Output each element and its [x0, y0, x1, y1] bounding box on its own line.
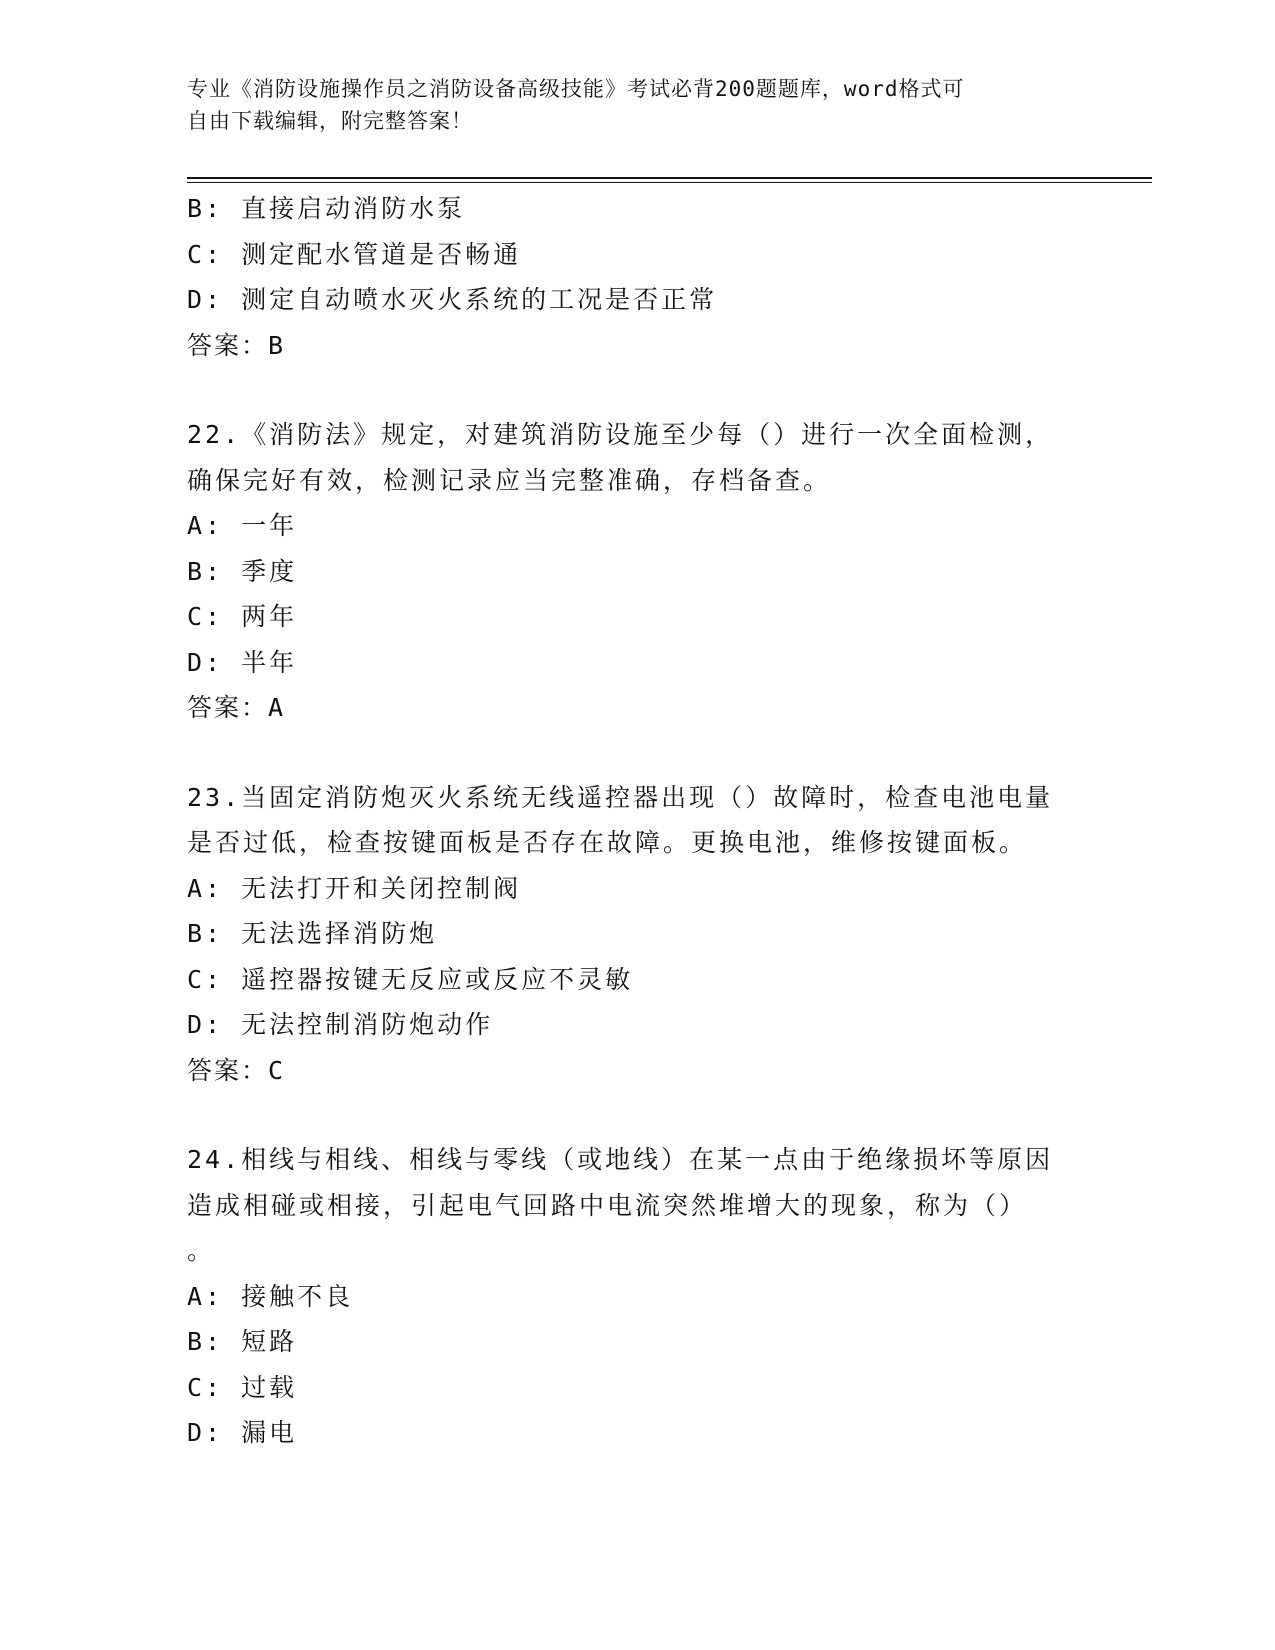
option-b: B: 季度: [187, 556, 298, 586]
header-line-1: 专业《消防设施操作员之消防设备高级技能》考试必背200题题库，word格式可: [187, 77, 965, 101]
question-22: [187, 412, 1087, 731]
question-text-line-2: 造成相碰或相接，引起电气回路中电流突然堆增大的现象，称为（）: [187, 1190, 1028, 1220]
answer-line: 答案：A: [187, 693, 286, 722]
header-divider-thin: [187, 182, 1152, 183]
question-text-line-1: 23.当固定消防炮灭火系统无线遥控器出现（）故障时，检查电池电量: [187, 782, 1054, 812]
answer-line: 答案：C: [187, 1055, 286, 1085]
header-divider-thick: [187, 177, 1152, 179]
option-d: D: 半年: [187, 647, 298, 677]
question-text-line-2: 是否过低，检查按键面板是否存在故障。更换电池，维修按键面板。: [187, 828, 1028, 857]
option-d: D: 无法控制消防炮动作: [187, 1010, 494, 1039]
option-a: A: 一年: [187, 511, 298, 540]
option-b: B: 无法选择消防炮: [187, 919, 438, 948]
option-c: C: 遥控器按键无反应或反应不灵敏: [187, 964, 634, 994]
question-spacer: [187, 1093, 1087, 1137]
question-21-continued: [187, 186, 1087, 368]
option-d: D: 漏电: [187, 1418, 298, 1447]
option-d: D: 测定自动喷水灭火系统的工况是否正常: [187, 285, 718, 314]
option-a: A: 无法打开和关闭控制阀: [187, 873, 522, 903]
option-c: C: 测定配水管道是否畅通: [187, 239, 522, 269]
option-c: C: 两年: [187, 602, 298, 631]
option-b: B: 短路: [187, 1327, 298, 1356]
question-content: [187, 186, 1087, 1456]
answer-line: 答案：B: [187, 330, 286, 360]
question-text-line-2: 确保完好有效，检测记录应当完整准确，存档备查。: [187, 465, 832, 495]
option-a: A: 接触不良: [187, 1281, 354, 1311]
question-spacer: [187, 368, 1087, 412]
document-header: [187, 73, 1067, 137]
question-text-line-1: 22.《消防法》规定，对建筑消防设施至少每（）进行一次全面检测，: [187, 420, 1054, 449]
option-c: C: 过载: [187, 1372, 298, 1402]
question-text-line-3: 。: [187, 1236, 216, 1265]
question-24: [187, 1137, 1087, 1456]
question-spacer: [187, 731, 1087, 775]
option-b: B: 直接启动消防水泵: [187, 194, 466, 223]
question-23: [187, 775, 1087, 1094]
question-text-line-1: 24.相线与相线、相线与零线（或地线）在某一点由于绝缘损坏等原因: [187, 1145, 1054, 1174]
header-line-2: 自由下载编辑，附完整答案！: [187, 109, 473, 133]
